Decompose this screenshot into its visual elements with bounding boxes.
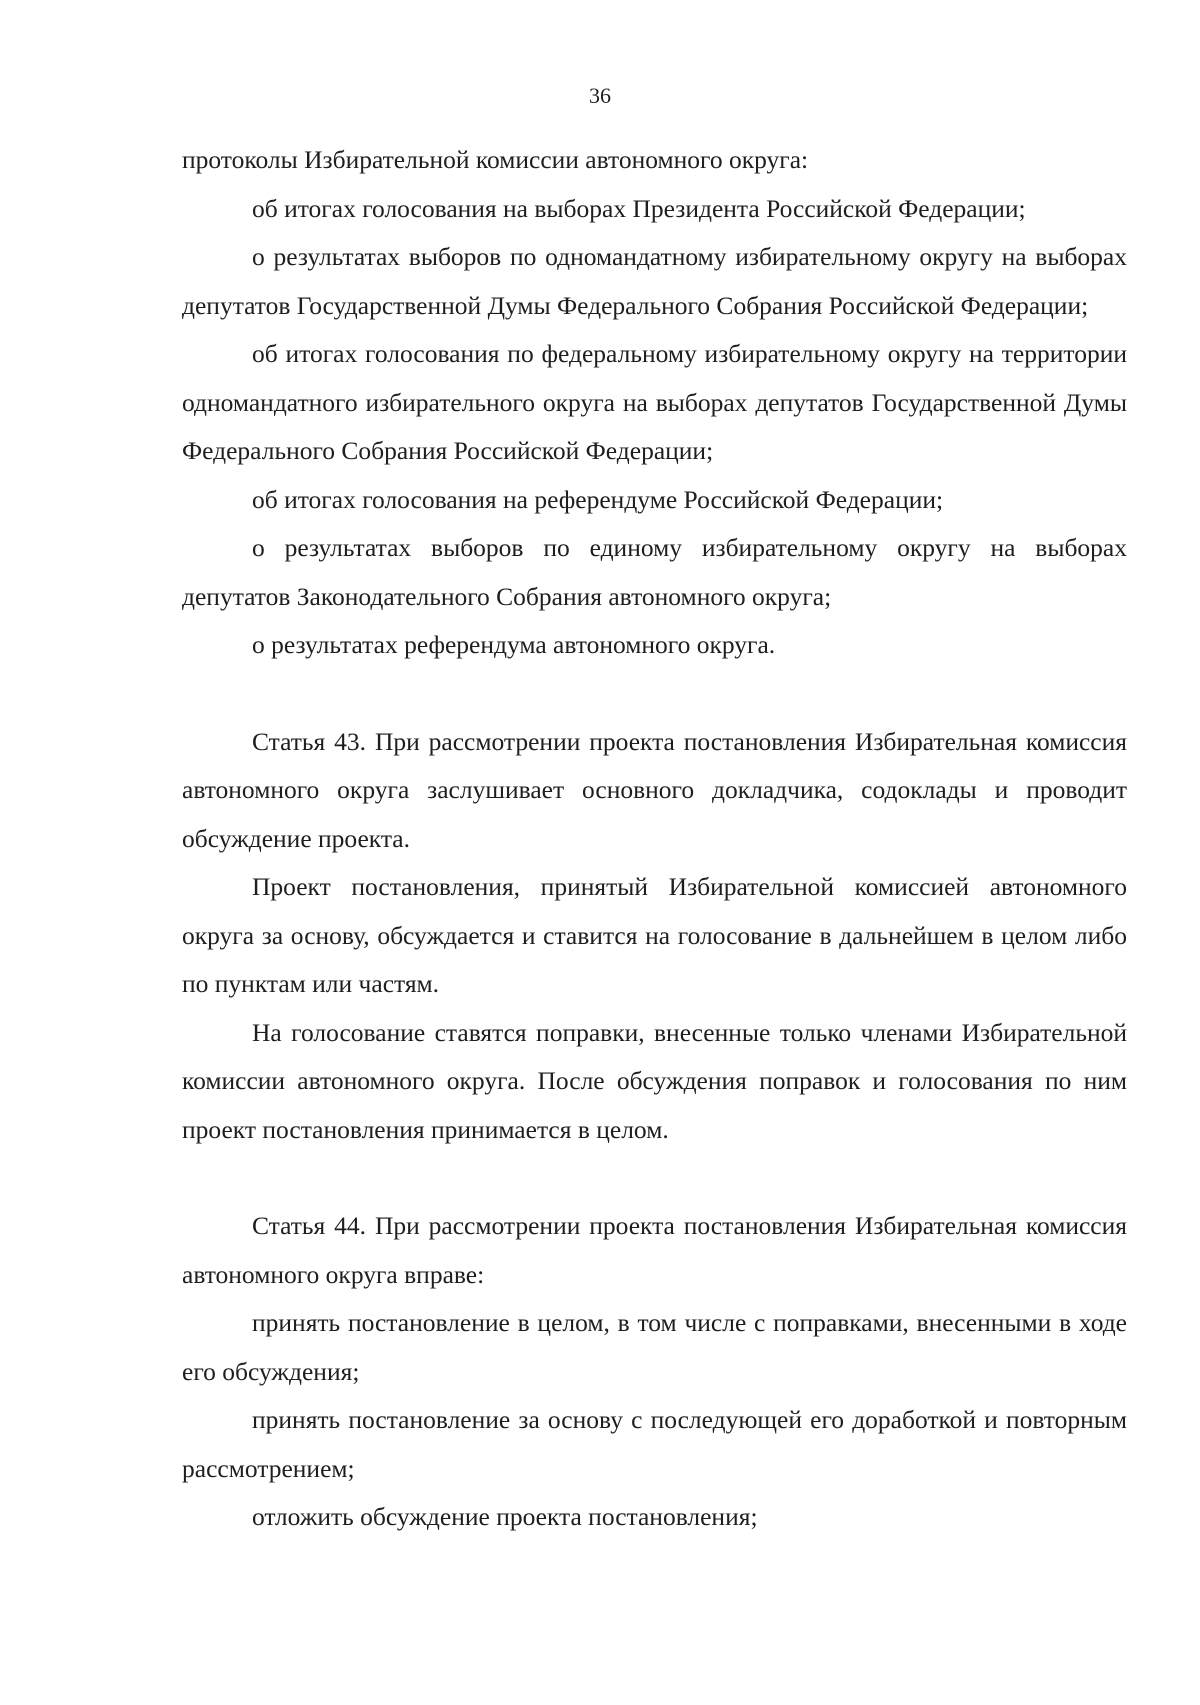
paragraph: Проект постановления, принятый Избирательной комиссией автономного округа за основу, обсуждается и ставится на голосование в дальнейшем в целом либо по пунктам или частям. xyxy=(182,872,1127,998)
paragraph: об итогах голосования на выборах Президента Российской Федерации; xyxy=(252,193,1026,223)
paragraph: о результатах выборов по одномандатному избирательному округу на выборах депутатов Государственной Думы Федерального Собрания Российской Федерации; xyxy=(182,242,1127,320)
paragraph: об итогах голосования по федеральному избирательному округу на территории одномандатного избирательного округа на выборах депутатов Государственной Думы Федерального Собрания Российской Федерации; xyxy=(182,339,1127,465)
paragraph: об итогах голосования на референдуме Российской Федерации; xyxy=(252,484,944,514)
paragraph: принять постановление за основу с последующей его доработкой и повторным рассмотрением; xyxy=(182,1405,1127,1483)
article-43-paragraph: Статья 43. При рассмотрении проекта постановления Избирательная комиссия автономного округа заслушивает основного докладчика, содоклады и проводит обсуждение проекта. xyxy=(182,726,1127,853)
page-number: 36 xyxy=(589,83,611,108)
paragraph: принять постановление в целом, в том числе с поправками, внесенными в ходе его обсуждения; xyxy=(182,1308,1127,1386)
paragraph: протоколы Избирательной комиссии автономного округа: xyxy=(182,145,809,174)
paragraph: отложить обсуждение проекта постановления; xyxy=(252,1502,758,1531)
document-body xyxy=(182,136,1127,1542)
paragraph: о результатах референдума автономного округа. xyxy=(252,630,776,659)
paragraph: о результатах выборов по единому избирательному округу на выборах депутатов Законодательного Собрания автономного округа; xyxy=(182,533,1127,611)
article-44-paragraph: Статья 44. При рассмотрении проекта постановления Избирательная комиссия автономного округа вправе: xyxy=(182,1211,1127,1289)
paragraph: На голосование ставятся поправки, внесенные только членами Избирательной комиссии автономного округа. После обсуждения поправок и голосования по ним проект постановления принимается в целом. xyxy=(182,1017,1127,1144)
